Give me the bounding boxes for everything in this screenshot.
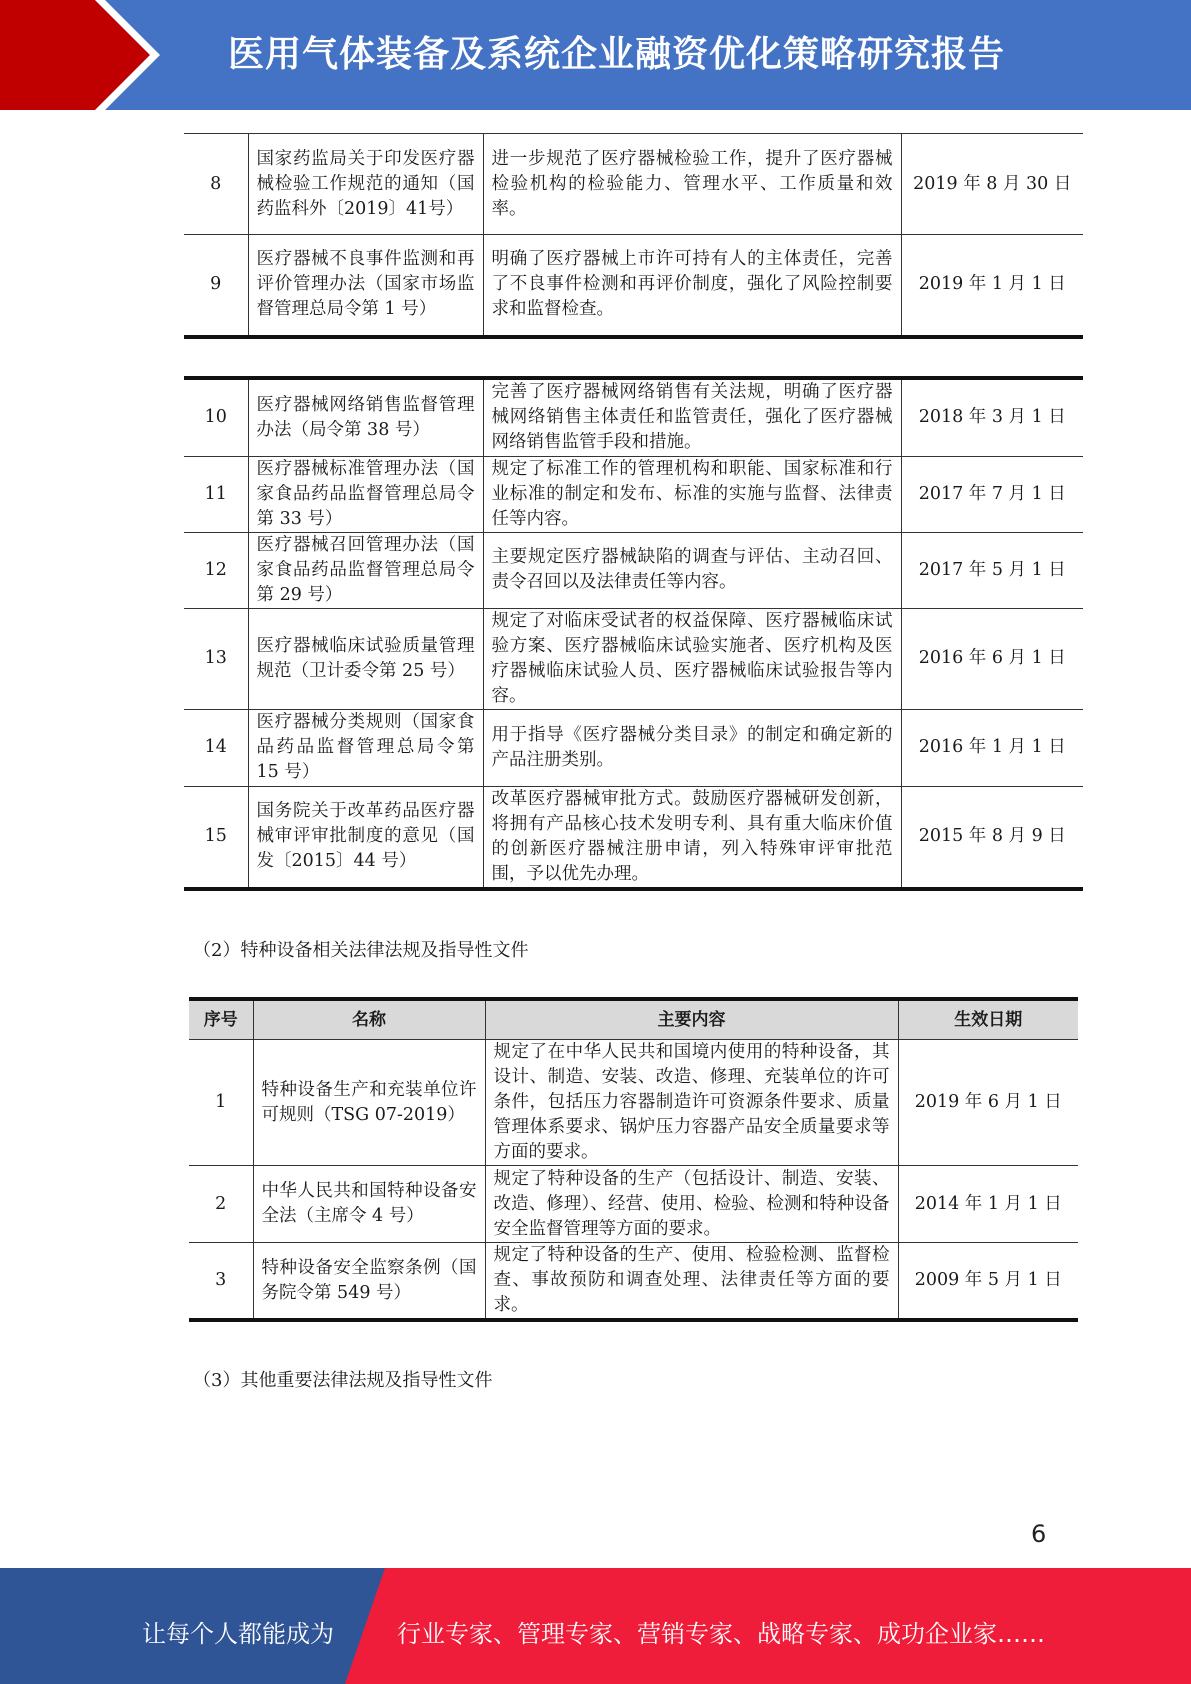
row-number: 2	[189, 1166, 253, 1243]
regulation-name: 医疗器械分类规则（国家食品药品监督管理总局令第 15 号）	[248, 709, 483, 786]
table-row	[189, 1243, 1078, 1321]
column-header-content: 主要内容	[485, 999, 898, 1040]
effective-date: 2019 年 8 月 30 日	[901, 134, 1083, 235]
table-row	[184, 456, 1083, 532]
regulation-content: 主要规定医疗器械缺陷的调查与评估、主动召回、责令召回以及法律责任等内容。	[483, 532, 901, 608]
table-row	[184, 709, 1083, 786]
row-number: 8	[184, 134, 248, 235]
footer-slogan-right: 行业专家、管理专家、营销专家、战略专家、成功企业家……	[397, 1620, 1045, 1648]
regulation-name: 医疗器械召回管理办法（国家食品药品监督管理总局令第 29 号）	[248, 532, 483, 608]
effective-date: 2018 年 3 月 1 日	[901, 378, 1083, 456]
row-number: 11	[184, 456, 248, 532]
table-row	[184, 235, 1083, 337]
regulation-name: 国务院关于改革药品医疗器械审评审批制度的意见（国发〔2015〕44 号）	[248, 786, 483, 889]
regulation-name: 医疗器械不良事件监测和再评价管理办法（国家市场监督管理总局令第 1 号）	[248, 235, 483, 337]
effective-date: 2017 年 5 月 1 日	[901, 532, 1083, 608]
regulation-name: 医疗器械网络销售监督管理办法（局令第 38 号）	[248, 378, 483, 456]
footer-slogan-left: 让每个人都能成为	[142, 1620, 334, 1648]
row-number: 10	[184, 378, 248, 456]
table-row	[184, 378, 1083, 456]
effective-date: 2015 年 8 月 9 日	[901, 786, 1083, 889]
section-heading-other-regulations: （3）其他重要法律法规及指导性文件	[193, 1370, 493, 1391]
medical-regulations-table-part-two	[184, 376, 1083, 891]
table-row	[189, 1040, 1078, 1166]
regulation-content: 改革医疗器械审批方式。鼓励医疗器械研发创新，将拥有产品核心技术发明专利、具有重大临床价值的创新医疗器械注册申请，列入特殊审评审批范围，予以优先办理。	[483, 786, 901, 889]
table-row	[184, 134, 1083, 235]
regulation-name: 国家药监局关于印发医疗器械检验工作规范的通知（国药监科外〔2019〕41号）	[248, 134, 483, 235]
row-number: 12	[184, 532, 248, 608]
row-number: 9	[184, 235, 248, 337]
regulation-name: 特种设备生产和充装单位许可规则（TSG 07-2019）	[253, 1040, 485, 1166]
regulation-content: 规定了特种设备的生产、使用、检验检测、监督检查、事故预防和调查处理、法律责任等方面的要求。	[485, 1243, 898, 1321]
column-header-date: 生效日期	[898, 999, 1078, 1040]
regulation-content: 明确了医疗器械上市许可持有人的主体责任，完善了不良事件检测和再评价制度，强化了风险控制要求和监督检查。	[483, 235, 901, 337]
table-row	[184, 608, 1083, 709]
section-heading-special-equipment: （2）特种设备相关法律法规及指导性文件	[193, 940, 529, 961]
effective-date: 2019 年 1 月 1 日	[901, 235, 1083, 337]
column-header-name: 名称	[253, 999, 485, 1040]
regulation-content: 进一步规范了医疗器械检验工作，提升了医疗器械检验机构的检验能力、管理水平、工作质量和效率。	[483, 134, 901, 235]
effective-date: 2016 年 6 月 1 日	[901, 608, 1083, 709]
row-number: 14	[184, 709, 248, 786]
effective-date: 2017 年 7 月 1 日	[901, 456, 1083, 532]
report-title: 医用气体装备及系统企业融资优化策略研究报告	[228, 34, 1006, 75]
regulation-content: 规定了标准工作的管理机构和职能、国家标准和行业标准的制定和发布、标准的实施与监督、法律责任等内容。	[483, 456, 901, 532]
header-chevron-graphic	[0, 0, 180, 110]
effective-date: 2019 年 6 月 1 日	[898, 1040, 1078, 1166]
table-row	[189, 1166, 1078, 1243]
effective-date: 2014 年 1 月 1 日	[898, 1166, 1078, 1243]
column-header-number: 序号	[189, 999, 253, 1040]
effective-date: 2016 年 1 月 1 日	[901, 709, 1083, 786]
regulation-name: 特种设备安全监察条例（国务院令第 549 号）	[253, 1243, 485, 1321]
regulation-name: 医疗器械临床试验质量管理规范（卫计委令第 25 号）	[248, 608, 483, 709]
page-number: 6	[1031, 1520, 1047, 1548]
effective-date: 2009 年 5 月 1 日	[898, 1243, 1078, 1321]
row-number: 15	[184, 786, 248, 889]
table-row	[184, 532, 1083, 608]
medical-regulations-table-continued	[184, 133, 1083, 339]
regulation-content: 规定了在中华人民共和国境内使用的特种设备，其设计、制造、安装、改造、修理、充装单位的许可条件，包括压力容器制造许可资源条件要求、质量管理体系要求、锅炉压力容器产品安全质量要求等方面的要求。	[485, 1040, 898, 1166]
row-number: 1	[189, 1040, 253, 1166]
regulation-content: 用于指导《医疗器械分类目录》的制定和确定新的产品注册类别。	[483, 709, 901, 786]
regulation-name: 医疗器械标准管理办法（国家食品药品监督管理总局令第 33 号）	[248, 456, 483, 532]
row-number: 3	[189, 1243, 253, 1321]
special-equipment-regulations-table	[189, 997, 1078, 1322]
table-row	[184, 786, 1083, 889]
regulation-name: 中华人民共和国特种设备安全法（主席令 4 号）	[253, 1166, 485, 1243]
row-number: 13	[184, 608, 248, 709]
regulation-content: 规定了特种设备的生产（包括设计、制造、安装、改造、修理）、经营、使用、检验、检测和特种设备安全监督管理等方面的要求。	[485, 1166, 898, 1243]
table-header-row	[189, 999, 1078, 1040]
regulation-content: 规定了对临床受试者的权益保障、医疗器械临床试验方案、医疗器械临床试验实施者、医疗机构及医疗器械临床试验人员、医疗器械临床试验报告等内容。	[483, 608, 901, 709]
regulation-content: 完善了医疗器械网络销售有关法规，明确了医疗器械网络销售主体责任和监管责任，强化了医疗器械网络销售监管手段和措施。	[483, 378, 901, 456]
